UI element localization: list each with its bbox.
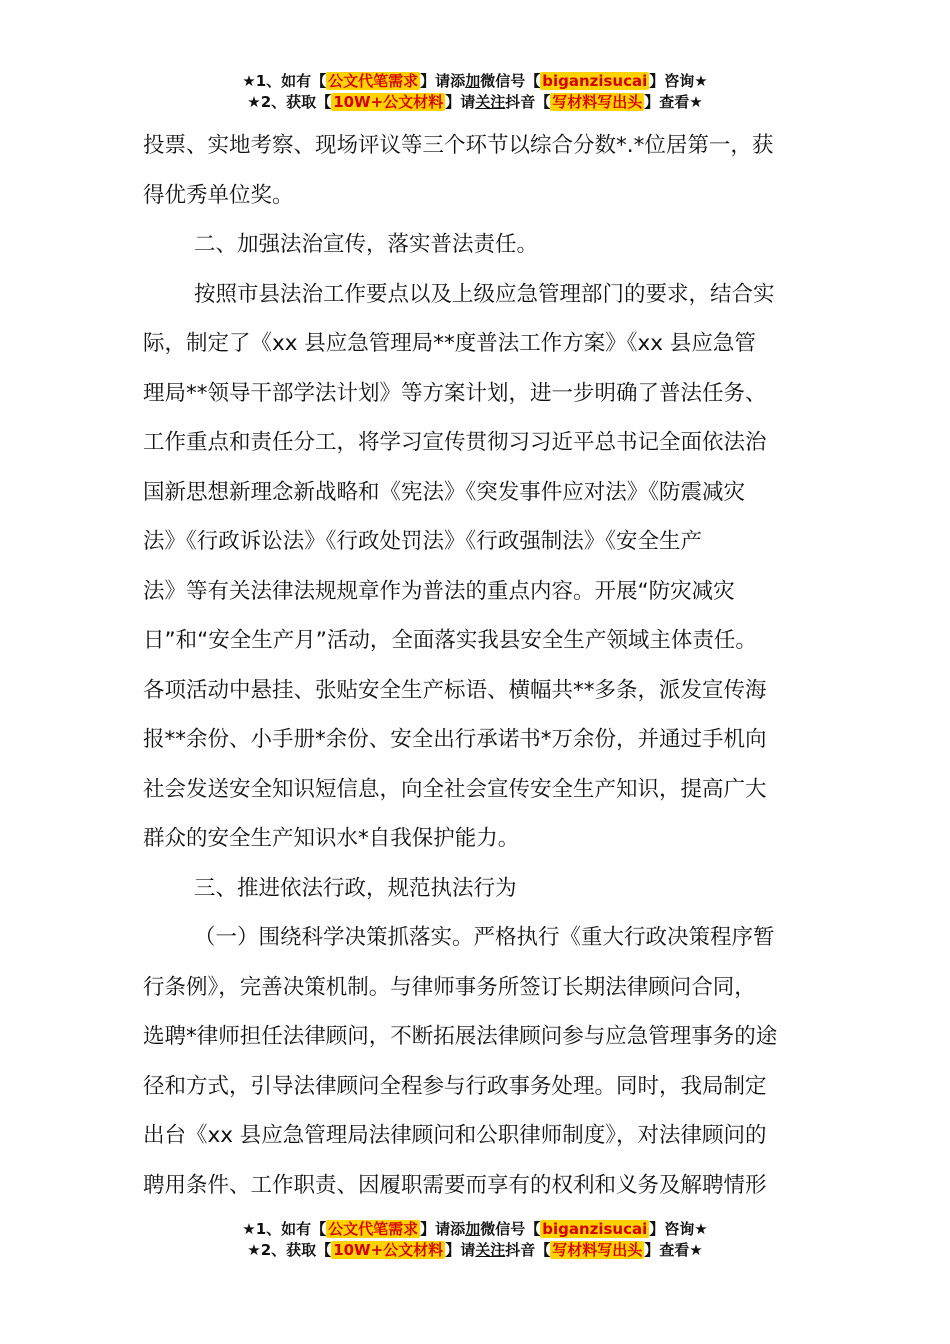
banner-highlight: 公文代笔需求 (328, 1220, 419, 1238)
body-line: 报**余份、小手册*余份、安全出行承诺书*万余份，并通过手机向 (143, 727, 767, 752)
banner-text: 】咨询★ (649, 1220, 708, 1238)
body-line: 径和方式，引导法律顾问全程参与行政事务处理。同时，我局制定 (143, 1073, 767, 1099)
banner-line-2 (0, 1240, 950, 1261)
banner-text: 】请 (445, 1241, 476, 1259)
body-line: 日”和“安全生产月”活动，全面落实我县安全生产领域主体责任。 (143, 628, 757, 653)
body-line: （一）围绕科学决策抓落实。严格执行《重大行政决策程序暂 (194, 925, 775, 950)
banner-underlined: 关注 (475, 1241, 506, 1259)
body-line: 选聘*律师担任法律顾问，不断拓展法律顾问参与应急管理事务的途 (143, 1024, 778, 1049)
banner-underlined: 关注 (475, 93, 506, 111)
body-line: 群众的安全生产知识水*自我保护能力。 (143, 826, 520, 851)
body-line: 国新思想新理念新战略和《宪法》《突发事件应对法》《防震减灾 (143, 479, 746, 505)
banner-line-1 (0, 71, 950, 92)
banner-text: 】请添 (420, 72, 466, 90)
banner-text: ★1、如有【 (242, 1220, 327, 1238)
body-line: 投票、实地考察、现场评议等三个环节以综合分数*.*位居第一，获 (143, 133, 774, 158)
banner-text: 】请 (445, 93, 476, 111)
body-line: 各项活动中悬挂、张贴安全生产标语、横幅共**多条，派发宣传海 (143, 677, 767, 703)
document-body (143, 121, 808, 1210)
banner-text: 抖音【 (505, 93, 551, 111)
banner-text: 】查看★ (644, 1241, 703, 1259)
section-heading: 三、推进依法行政，规范执法行为 (194, 875, 517, 901)
banner-highlight: 10W+公文材料 (333, 1241, 444, 1259)
banner-highlight: 写材料写出头 (552, 1241, 643, 1259)
body-line: 法》等有关法律法规规章作为普法的重点内容。开展“防灾减灾 (143, 578, 735, 604)
banner-highlight: 写材料写出头 (552, 93, 643, 111)
body-line: 出台《xx 县应急管理局法律顾问和公职律师制度》，对法律顾问的 (143, 1123, 767, 1148)
banner-text: ★2、获取【 (247, 93, 332, 111)
banner-text: 】查看★ (644, 93, 703, 111)
body-line: 法》《行政诉讼法》《行政处罚法》《行政强制法》《安全生产 (143, 529, 703, 554)
banner-text: 微信号【 (480, 72, 541, 90)
bottom-banner (0, 1219, 950, 1261)
banner-text: 抖音【 (505, 1241, 551, 1259)
banner-text: ★2、获取【 (247, 1241, 332, 1259)
body-line: 聘用条件、工作职责、因履职需要而享有的权利和义务及解聘情形 (143, 1172, 767, 1198)
banner-text: 微信号【 (480, 1220, 541, 1238)
banner-underlined: 加 (465, 72, 481, 90)
banner-text: 】请添 (420, 1220, 466, 1238)
body-line: 社会发送安全知识短信息，向全社会宣传安全生产知识，提高广大 (143, 776, 767, 802)
body-line: 按照市县法治工作要点以及上级应急管理部门的要求，结合实 (194, 281, 775, 307)
banner-line-1 (0, 1219, 950, 1240)
banner-text: 】咨询★ (649, 72, 708, 90)
banner-line-2 (0, 92, 950, 113)
banner-highlight: 10W+公文材料 (333, 93, 444, 111)
banner-underlined: 加 (465, 1220, 481, 1238)
body-line: 理局**领导干部学法计划》等方案计划，进一步明确了普法任务、 (143, 380, 767, 406)
banner-text: ★1、如有【 (242, 72, 327, 90)
banner-highlight: biganzisucai (542, 72, 648, 90)
body-line: 得优秀单位奖。 (143, 182, 294, 208)
banner-highlight: 公文代笔需求 (328, 72, 419, 90)
top-banner (0, 71, 950, 113)
body-line: 工作重点和责任分工，将学习宣传贯彻习习近平总书记全面依法治 (143, 430, 767, 455)
banner-highlight: biganzisucai (542, 1220, 648, 1238)
body-line: 行条例》，完善决策机制。与律师事务所签订长期法律顾问合同， (143, 974, 756, 1000)
section-heading: 二、加强法治宣传，落实普法责任。 (194, 232, 539, 257)
body-line: 际，制定了《xx 县应急管理局**度普法工作方案》《xx 县应急管 (143, 331, 756, 356)
